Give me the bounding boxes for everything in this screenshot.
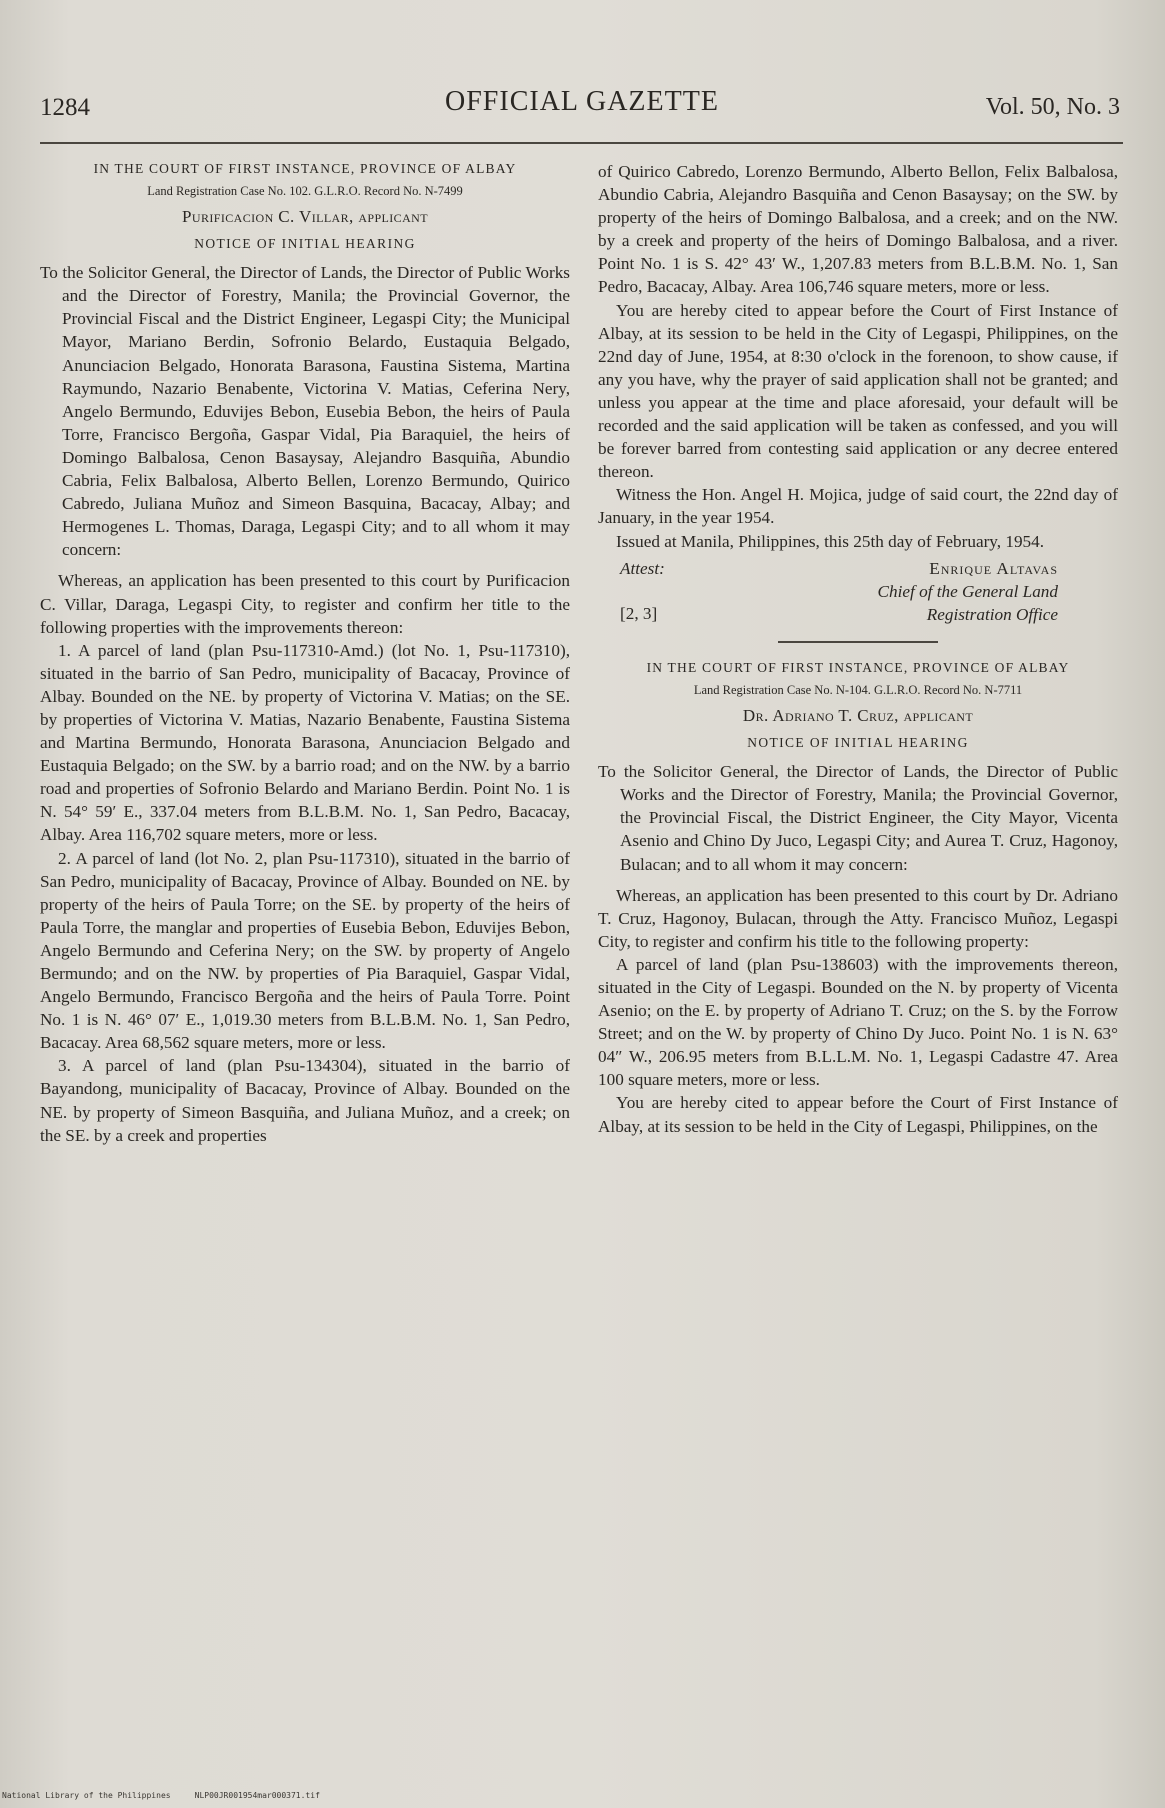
witness-paragraph: Witness the Hon. Angel H. Mojica, judge of said court, the 22nd day of January, in the year 1954.: [598, 485, 1118, 528]
signer-block: [878, 557, 1118, 626]
signer-title-line-1: Chief of the General Land: [877, 581, 1058, 601]
whereas-paragraph: Whereas, an application has been presented to this court by Purificacion C. Villar, Daraga, Legaspi City, to register and confirm her title to the following properties with the improvements thereon:: [40, 571, 570, 637]
parcel-3-paragraph: 3. A parcel of land (plan Psu-134304), situated in the barrio of Bayandong, municipality of Bacacay, Province of Albay. Bounded on the NE. by property of Simeon Basquiña, and Juliana Muñoz, and a creek; on the SE. by a creek and properties: [40, 1056, 570, 1145]
header-rule: [40, 142, 1123, 144]
applicant-name: Purificacion C. Villar, applicant: [182, 207, 428, 226]
court-heading-2: IN THE COURT OF FIRST INSTANCE, PROVINCE OF ALBAY: [646, 659, 1070, 675]
notice-title-2: NOTICE OF INITIAL HEARING: [747, 735, 969, 751]
parcel-3-continued: of Quirico Cabredo, Lorenzo Bermundo, Alberto Bellon, Felix Balbalosa, Abundio Cabria, Alejandro Basquiña and Cenon Basaysay; on the SW. by property of the heirs of Domingo Balbalosa, and a creek; and on the NW. by a creek and property of the heirs of Domingo Balbalosa, and a river. Point No. 1 is S. 42° 43′ W., 1,207.83 meters from B.L.B.M. No. 1, San Pedro, Bacacay, Albay. Area 106,746 square meters, more or less.: [598, 162, 1118, 297]
court-heading: IN THE COURT OF FIRST INSTANCE, PROVINCE OF ALBAY: [93, 161, 517, 176]
whereas-paragraph-2: Whereas, an application has been presented to this court by Dr. Adriano T. Cruz, Hagonoy, Bulacan, through the Atty. Francisco Muñoz, Legaspi City, to register and confirm his title to the following property:: [598, 885, 1118, 951]
case-number: Land Registration Case No. 102. G.L.R.O. Record No. N-7499: [147, 184, 463, 198]
page-number: 1284: [40, 94, 90, 121]
parcel-paragraph-2: A parcel of land (plan Psu-138603) with the improvements thereon, situated in the City of Legaspi. Bounded on the N. by property of Vicenta Asenio; on the E. by property of Adriano T. Cruz; on the S. by the Forrow Street; and on the W. by property of Chino Dy Juco. Point No. 1 is N. 63° 04″ W., 206.95 meters from B.L.L.M. No. 1, Legaspi Cadastre 47. Area 100 square meters, more or less.: [598, 954, 1118, 1090]
issue-reference: [2, 3]: [620, 603, 658, 623]
case-number-2: Land Registration Case No. N-104. G.L.R.O. Record No. N-7711: [693, 682, 1023, 697]
applicant-name-2: Dr. Adriano T. Cruz, applicant: [742, 705, 974, 725]
notice-divider: [778, 641, 938, 643]
scan-footer: National Library of the Philippines NLP00JR001954mar000371.tif: [2, 1791, 320, 1800]
parcel-1-paragraph: 1. A parcel of land (plan Psu-117310-Amd.) (lot No. 1, Psu-117310), situated in the barrio of San Pedro, municipality of Bacacay, Province of Albay. Bounded on the NE. by property of Victorina V. Matias; on the SE. by properties of Victorina V. Matias, Nazario Benabente, Faustina Sistema and Martina Bermundo, Honorata Barasona, Anunciacion Belgado and Eustaquia Belgado; on the SW. by a barrio road; and on the NW. by a barrio road and properties of Sofronio Belardo and Mariano Berdin. Point No. 1 is N. 54° 59′ E., 337.04 meters from B.L.B.M. No. 1, San Pedro, Bacacay, Albay. Area 116,702 square meters, more or less.: [40, 640, 570, 845]
attest-label: Attest:: [620, 558, 665, 578]
issued-paragraph: Issued at Manila, Philippines, this 25th day of February, 1954.: [616, 531, 1045, 551]
page-header: [40, 86, 1120, 126]
addressee-paragraph: To the Solicitor General, the Director of Lands, the Director of Public Works and the Director of Forestry, Manila; the Provincial Governor, the Provincial Fiscal and the District Engineer, Legaspi City; the Municipal Mayor, Mariano Berdin, Sofronio Belardo, Eustaquia Belgado, Anunciacion Belgado, Honorata Barasona, Faustina Sistema, Martina Raymundo, Nazario Benabente, Victorina V. Matias, Ceferina Nery, Angelo Bermundo, Eduvijes Bebon, Eusebia Bebon, the heirs of Paula Torre, Francisco Bergoña, Gaspar Vidal, Pia Baraquiel, the heirs of Domingo Balbalosa, Cenon Basaysay, Alejandro Basquiña, Abundio Cabria, Felix Balbalosa, Alberto Bellen, Lorenzo Bermundo, Quirico Cabredo, Juliana Muñoz and Simeon Basquina, Bacacay, Albay; and Hermogenes L. Thomas, Daraga, Legaspi City; and to all whom it may concern:: [40, 263, 570, 560]
signer-title-line-2: Registration Office: [926, 604, 1058, 624]
right-column: [598, 160, 1118, 1138]
parcel-2-paragraph: 2. A parcel of land (lot No. 2, plan Psu-117310), situated in the barrio of San Pedro, municipality of Bacacay, Province of Albay. Bounded on NE. by property of the heirs of Paula Torre; on the SE. by property of the heirs of Paula Torre, the manglar and properties of Eusebia Bebon, Eduvijes Bebon, Angelo Bermundo and Ceferina Nery; on the SW. by property of Angelo Bermundo; and on the NW. by properties of Pia Baraquiel, Gaspar Vidal, Angelo Bermundo, Francisco Bergoña and the heirs of Paula Torre. Point No. 1 is N. 46° 07′ E., 1,019.30 meters from B.L.B.M. No. 1, San Pedro, Bacacay. Area 68,562 square meters, more or less.: [40, 848, 570, 1053]
notice-title: NOTICE OF INITIAL HEARING: [194, 236, 416, 252]
volume-number: Vol. 50, No. 3: [985, 94, 1120, 120]
left-column: [40, 160, 570, 1147]
cited-paragraph-2: You are hereby cited to appear before the Court of First Instance of Albay, at its session to be held in the City of Legaspi, Philippines, on the: [598, 1093, 1118, 1136]
masthead-title: OFFICIAL GAZETTE: [445, 86, 719, 117]
addressee-paragraph-2: To the Solicitor General, the Director of Lands, the Director of Public Works and the Director of Forestry, Manila; the Provincial Governor, the Provincial Fiscal, the District Engineer, the City Mayor, Vicenta Asenio and Chino Dy Juco, Legaspi City; and Aurea T. Cruz, Hagonoy, Bulacan; and to all whom it may concern:: [598, 762, 1118, 874]
cited-paragraph: You are hereby cited to appear before the Court of First Instance of Albay, at its session to be held in the City of Legaspi, Philippines, on the 22nd day of June, 1954, at 8:30 o'clock in the forenoon, to show cause, if any you have, why the prayer of said application shall not be granted; and unless you appear at the time and place aforesaid, your default will be recorded and the said application will be taken as confessed, and you will be forever barred from contesting said application or any decree entered thereon.: [598, 300, 1118, 482]
signer-name: Enrique Altavas: [929, 558, 1058, 578]
